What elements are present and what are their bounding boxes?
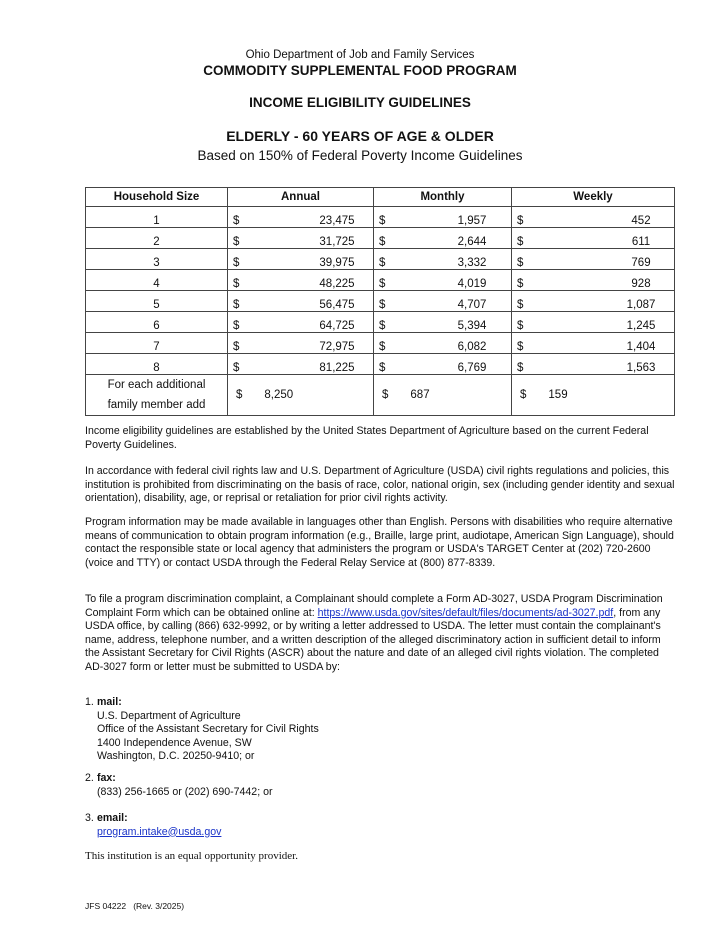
mail-line: 1400 Independence Avenue, SW xyxy=(97,736,252,749)
weekly-cell xyxy=(512,228,675,249)
weekly-value: 611 xyxy=(631,236,651,248)
monthly-value: 4,019 xyxy=(457,278,487,290)
guidelines-title: INCOME ELIGIBILITY GUIDELINES xyxy=(249,95,471,110)
complaint-text-start: To file a program discrimination complaint, a Complainant should complete a Form AD-3027, USDA Program Discrimination Complaint Form which can be obtained online at: xyxy=(85,593,663,619)
annual-cell xyxy=(228,207,374,228)
mail-label: mail: xyxy=(97,696,122,708)
guidelines-text: Income eligibility guidelines are established by the United States Department of Agriculture based on the current Federal Poverty Guidelines. xyxy=(85,425,649,451)
annual-value: 23,475 xyxy=(319,215,355,227)
table-row xyxy=(86,228,675,249)
complaint-text-end: , from any USDA office, by calling (866) 632-9992, or by writing a letter addressed to USDA. The letter must contain the complainant's name, address, telephone number, and a written description of the alleged discriminatory action in sufficient detail to inform the Assistant Secretary for Civil Rights (ASCR) about the nature and date of an alleged civil rights violation. The completed AD-3027 form or letter must be submitted to USDA by: xyxy=(85,606,661,673)
additional-weekly-value: 159 xyxy=(548,389,568,401)
agency-name: Ohio Department of Job and Family Services xyxy=(245,49,475,61)
table-header-row xyxy=(86,188,675,207)
currency-symbol: $ xyxy=(517,362,524,374)
monthly-cell xyxy=(374,228,512,249)
currency-symbol: $ xyxy=(517,278,524,290)
header-household-size: Household Size xyxy=(86,188,228,207)
weekly-value: 1,087 xyxy=(626,299,656,311)
currency-symbol: $ xyxy=(233,299,240,311)
fax-label: fax: xyxy=(97,772,116,784)
currency-symbol: $ xyxy=(379,341,386,353)
complaint-text xyxy=(85,593,675,675)
table-row xyxy=(86,207,675,228)
household-size-cell: 7 xyxy=(86,333,228,354)
weekly-value: 1,404 xyxy=(626,341,656,353)
weekly-value: 1,563 xyxy=(626,362,656,374)
weekly-cell xyxy=(512,270,675,291)
monthly-value: 4,707 xyxy=(457,299,487,311)
annual-value: 72,975 xyxy=(319,341,355,353)
mail-line: U.S. Department of Agriculture xyxy=(97,709,241,722)
program-title: COMMODITY SUPPLEMENTAL FOOD PROGRAM xyxy=(203,63,517,78)
additional-annual-cell xyxy=(228,375,374,416)
annual-cell xyxy=(228,228,374,249)
table-row xyxy=(86,249,675,270)
email-address-link[interactable]: program.intake@usda.gov xyxy=(97,825,222,838)
weekly-value: 928 xyxy=(631,278,651,290)
currency-symbol: $ xyxy=(233,215,240,227)
currency-symbol: $ xyxy=(517,299,524,311)
annual-cell xyxy=(228,312,374,333)
currency-symbol: $ xyxy=(517,341,524,353)
currency-symbol: $ xyxy=(517,257,524,269)
monthly-cell xyxy=(374,312,512,333)
currency-symbol: $ xyxy=(379,278,386,290)
annual-cell xyxy=(228,354,374,375)
additional-member-row xyxy=(86,375,675,416)
annual-value: 64,725 xyxy=(319,320,355,332)
fax-numbers: (833) 256-1665 or (202) 690-7442; or xyxy=(97,785,273,798)
household-size-cell: 8 xyxy=(86,354,228,375)
weekly-cell xyxy=(512,207,675,228)
currency-symbol: $ xyxy=(520,389,527,401)
annual-value: 31,725 xyxy=(319,236,355,248)
currency-symbol: $ xyxy=(379,362,386,374)
annual-value: 81,225 xyxy=(319,362,355,374)
household-size-cell: 2 xyxy=(86,228,228,249)
weekly-cell xyxy=(512,291,675,312)
table-row xyxy=(86,312,675,333)
email-label: email: xyxy=(97,812,128,824)
additional-weekly-cell xyxy=(512,375,675,416)
table-row xyxy=(86,333,675,354)
email-contact xyxy=(85,812,221,839)
monthly-cell xyxy=(374,249,512,270)
monthly-value: 1,957 xyxy=(457,215,487,227)
additional-label-line2: family member add xyxy=(107,399,206,411)
additional-label-line1: For each additional xyxy=(107,379,206,391)
monthly-cell xyxy=(374,333,512,354)
basis-subtitle: Based on 150% of Federal Poverty Income Guidelines xyxy=(197,148,523,163)
complaint-form-link[interactable]: https://www.usda.gov/sites/default/files/documents/ad-3027.pdf xyxy=(317,606,614,619)
guidelines-paragraph xyxy=(85,425,675,452)
household-size-cell: 4 xyxy=(86,270,228,291)
annual-value: 39,975 xyxy=(319,257,355,269)
mail-contact xyxy=(85,696,319,764)
weekly-cell xyxy=(512,333,675,354)
annual-cell xyxy=(228,270,374,291)
monthly-value: 2,644 xyxy=(457,236,487,248)
currency-symbol: $ xyxy=(517,236,524,248)
additional-annual-value: 8,250 xyxy=(264,389,294,401)
weekly-value: 452 xyxy=(631,215,651,227)
household-size-cell: 1 xyxy=(86,207,228,228)
household-size-cell: 3 xyxy=(86,249,228,270)
currency-symbol: $ xyxy=(517,215,524,227)
currency-symbol: $ xyxy=(233,278,240,290)
language-access-text: Program information may be made available in languages other than English. Persons with disabilities who require alternative means of communication to obtain program information (e.g., Braille, large print, audiotape, American Sign Language), should contact the responsible state or local agency that administers the program or USDA's TARGET Center at (202) 720-2600 (voice and TTY) or contact USDA through the Federal Relay Service at (800) 877-8339. xyxy=(85,516,674,569)
list-number: 2. xyxy=(85,772,94,784)
weekly-cell xyxy=(512,312,675,333)
currency-symbol: $ xyxy=(379,215,386,227)
currency-symbol: $ xyxy=(517,320,524,332)
eligibility-group-title: ELDERLY - 60 YEARS OF AGE & OLDER xyxy=(226,128,494,144)
currency-symbol: $ xyxy=(233,362,240,374)
header-monthly: Monthly xyxy=(374,188,512,207)
language-access-paragraph xyxy=(85,516,675,570)
form-footer: JFS 04222 (Rev. 3/2025) xyxy=(85,901,185,911)
monthly-cell xyxy=(374,270,512,291)
monthly-value: 3,332 xyxy=(457,257,487,269)
currency-symbol: $ xyxy=(233,341,240,353)
weekly-value: 769 xyxy=(631,257,651,269)
monthly-value: 6,769 xyxy=(457,362,487,374)
annual-cell xyxy=(228,249,374,270)
table-body xyxy=(86,207,675,416)
household-size-cell: 6 xyxy=(86,312,228,333)
currency-symbol: $ xyxy=(382,389,389,401)
annual-cell xyxy=(228,333,374,354)
monthly-cell xyxy=(374,291,512,312)
weekly-value: 1,245 xyxy=(626,320,656,332)
header-weekly: Weekly xyxy=(512,188,675,207)
civil-rights-paragraph xyxy=(85,465,675,506)
annual-value: 48,225 xyxy=(319,278,355,290)
annual-cell xyxy=(228,291,374,312)
list-number: 3. xyxy=(85,812,94,824)
monthly-value: 5,394 xyxy=(457,320,487,332)
weekly-cell xyxy=(512,249,675,270)
household-size-cell: 5 xyxy=(86,291,228,312)
currency-symbol: $ xyxy=(379,299,386,311)
additional-monthly-cell xyxy=(374,375,512,416)
civil-rights-text: In accordance with federal civil rights law and U.S. Department of Agriculture (USDA) civil rights regulations and policies, this institution is prohibited from discriminating on the basis of race, color, national origin, sex (including gender identity and sexual orientation), disability, age, or reprisal or retaliation for prior civil rights activity. xyxy=(85,465,675,505)
currency-symbol: $ xyxy=(236,389,243,401)
currency-symbol: $ xyxy=(233,236,240,248)
currency-symbol: $ xyxy=(233,257,240,269)
currency-symbol: $ xyxy=(233,320,240,332)
table-row xyxy=(86,291,675,312)
monthly-cell xyxy=(374,354,512,375)
income-guidelines-table xyxy=(85,187,675,416)
annual-value: 56,475 xyxy=(319,299,355,311)
currency-symbol: $ xyxy=(379,257,386,269)
currency-symbol: $ xyxy=(379,236,386,248)
monthly-cell xyxy=(374,207,512,228)
fax-contact xyxy=(85,772,273,799)
table-row xyxy=(86,354,675,375)
list-number: 1. xyxy=(85,696,94,708)
monthly-value: 6,082 xyxy=(457,341,487,353)
header-annual: Annual xyxy=(228,188,374,207)
additional-member-label xyxy=(86,375,228,416)
mail-line: Office of the Assistant Secretary for Civil Rights xyxy=(97,723,319,736)
mail-line: Washington, D.C. 20250-9410; or xyxy=(97,750,255,763)
additional-monthly-value: 687 xyxy=(410,389,430,401)
table-row xyxy=(86,270,675,291)
currency-symbol: $ xyxy=(379,320,386,332)
weekly-cell xyxy=(512,354,675,375)
equal-opportunity-statement: This institution is an equal opportunity provider. xyxy=(85,850,298,862)
complaint-paragraph xyxy=(85,593,675,675)
